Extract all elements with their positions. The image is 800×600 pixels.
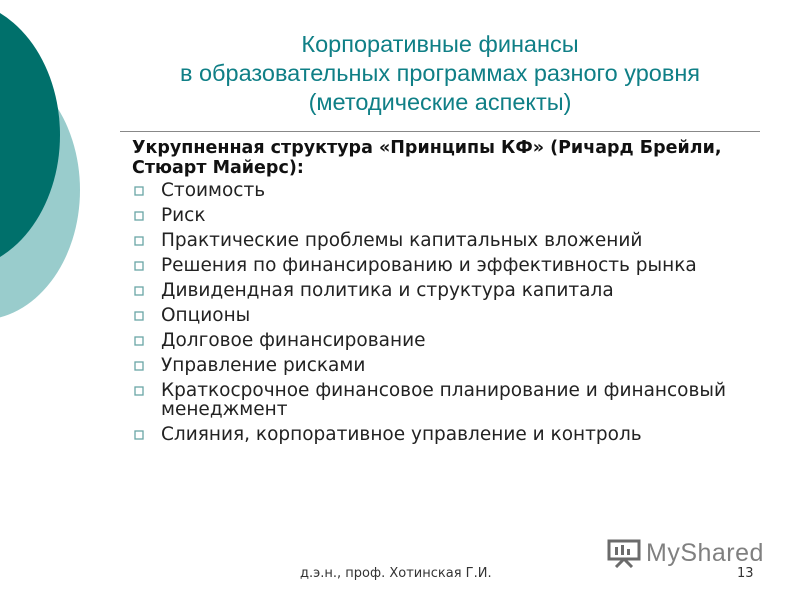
list-item [132,425,760,444]
hollow-square-bullet-icon [134,236,144,246]
hollow-square-bullet-icon [134,430,144,440]
list-item-text: Стоимость [161,180,266,201]
list-item [132,381,760,419]
hollow-square-bullet-icon [134,311,144,321]
list-item-text: Долговое финансирование [161,330,426,351]
list-item-text: Управление рисками [161,355,366,376]
hollow-square-bullet-icon [134,286,144,296]
list-item [132,306,760,325]
hollow-square-bullet-icon [134,361,144,371]
list-item-text: Практические проблемы капитальных вложений [161,230,643,251]
bullet-list [132,181,760,450]
title-line-2: в образовательных программах разного уровня [179,60,701,86]
title-line-3: (методические аспекты) [308,89,572,115]
footer-author: д.э.н., проф. Хотинская Г.И. [300,566,492,581]
presentation-screen-icon [606,538,642,568]
hollow-square-bullet-icon [134,386,144,396]
title-line-1: Корпоративные финансы [301,31,579,57]
list-item-text: Опционы [161,305,251,326]
list-item [132,331,760,350]
slide-title [120,30,760,117]
list-item-text: Краткосрочное финансовое планирование и финансовый менеджмент [161,380,727,420]
hollow-square-bullet-icon [134,186,144,196]
list-item [132,356,760,375]
list-item [132,206,760,225]
watermark-text: MyShared [646,538,764,567]
list-item [132,231,760,250]
list-item [132,181,760,200]
list-item-text: Слияния, корпоративное управление и контроль [161,424,642,445]
hollow-square-bullet-icon [134,336,144,346]
list-item-text: Дивидендная политика и структура капитала [161,280,614,301]
page-number: 13 [737,566,754,581]
list-item-text: Риск [161,205,206,226]
list-item [132,281,760,300]
hollow-square-bullet-icon [134,261,144,271]
lead-text: Укрупненная структура «Принципы КФ» (Ричард Брейли, Стюарт Майерс): [132,138,722,178]
list-item [132,256,760,275]
hollow-square-bullet-icon [134,211,144,221]
title-divider [120,131,760,132]
list-item-text: Решения по финансированию и эффективность рынка [161,255,697,276]
watermark-logo [606,538,764,568]
